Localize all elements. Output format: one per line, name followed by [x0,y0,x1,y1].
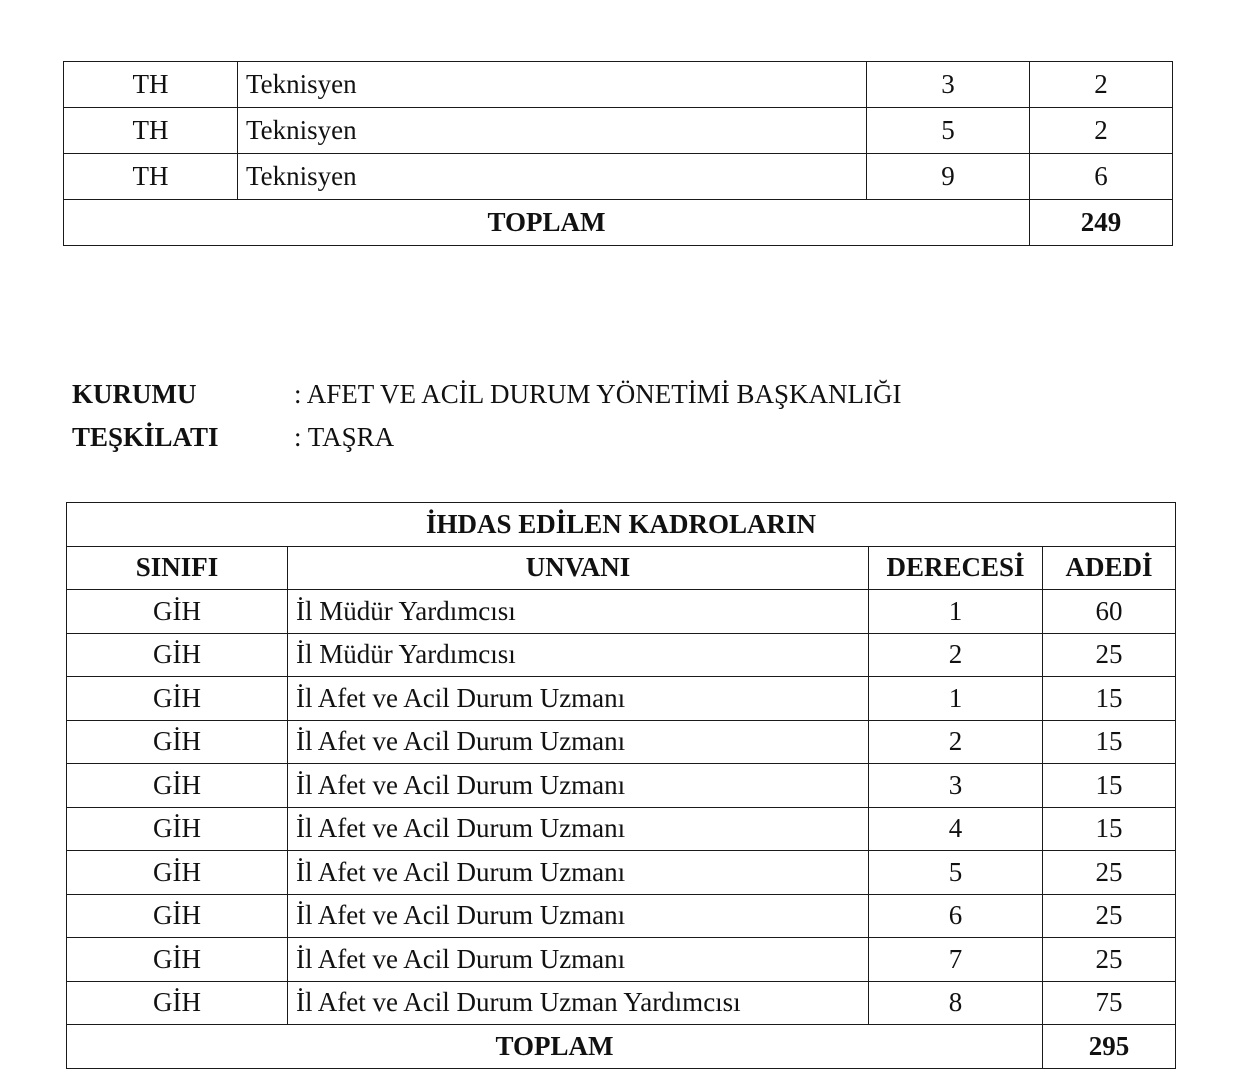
derecesi-cell: 1 [869,677,1043,721]
sinifi-cell: TH [64,108,238,154]
table-row [67,677,1176,721]
derecesi-cell: 3 [867,62,1030,108]
adedi-cell: 15 [1043,720,1176,764]
sinifi-cell: GİH [67,981,288,1025]
table-row [64,108,1173,154]
sinifi-cell: GİH [67,633,288,677]
unvani-cell: İl Müdür Yardımcısı [288,633,869,677]
created-positions-table [66,502,1176,1069]
total-row [64,200,1173,246]
derecesi-cell: 3 [869,764,1043,808]
table-row [67,633,1176,677]
total-row [67,1025,1176,1069]
unvani-cell: İl Afet ve Acil Durum Uzman Yardımcısı [288,981,869,1025]
organization-value: : TAŞRA [294,422,395,452]
adedi-cell: 60 [1043,590,1176,634]
total-value: 295 [1043,1025,1176,1069]
adedi-cell: 25 [1043,894,1176,938]
adedi-cell: 25 [1043,633,1176,677]
institution-label: KURUMU [72,379,197,409]
adedi-cell: 25 [1043,938,1176,982]
derecesi-cell: 2 [869,633,1043,677]
table-title-row [67,503,1176,547]
adedi-cell: 2 [1030,108,1173,154]
derecesi-cell: 4 [869,807,1043,851]
column-header-adedi: ADEDİ [1043,546,1176,590]
sinifi-cell: GİH [67,938,288,982]
sinifi-cell: GİH [67,851,288,895]
table-row [67,851,1176,895]
adedi-cell: 2 [1030,62,1173,108]
adedi-cell: 15 [1043,677,1176,721]
adedi-cell: 15 [1043,807,1176,851]
sinifi-cell: GİH [67,894,288,938]
unvani-cell: İl Afet ve Acil Durum Uzmanı [288,764,869,808]
adedi-cell: 25 [1043,851,1176,895]
derecesi-cell: 6 [869,894,1043,938]
organization-line [72,424,394,451]
unvani-cell: İl Müdür Yardımcısı [288,590,869,634]
unvani-cell: İl Afet ve Acil Durum Uzmanı [288,938,869,982]
adedi-cell: 6 [1030,154,1173,200]
sinifi-cell: GİH [67,807,288,851]
unvani-cell: İl Afet ve Acil Durum Uzmanı [288,720,869,764]
organization-label: TEŞKİLATI [72,422,219,452]
unvani-cell: İl Afet ve Acil Durum Uzmanı [288,894,869,938]
table-row [67,764,1176,808]
derecesi-cell: 1 [869,590,1043,634]
derecesi-cell: 8 [869,981,1043,1025]
unvani-cell: İl Afet ve Acil Durum Uzmanı [288,807,869,851]
adedi-cell: 15 [1043,764,1176,808]
sinifi-cell: GİH [67,590,288,634]
previous-staff-table [63,61,1173,246]
column-header-sinifi: SINIFI [67,546,288,590]
derecesi-cell: 9 [867,154,1030,200]
column-header-unvani: UNVANI [288,546,869,590]
derecesi-cell: 7 [869,938,1043,982]
unvani-cell: Teknisyen [238,154,867,200]
table-row [67,894,1176,938]
adedi-cell: 75 [1043,981,1176,1025]
column-header-derecesi: DERECESİ [869,546,1043,590]
table-title: İHDAS EDİLEN KADROLARIN [67,503,1176,547]
table-row [67,590,1176,634]
total-label: TOPLAM [64,200,1030,246]
sinifi-cell: GİH [67,720,288,764]
unvani-cell: Teknisyen [238,108,867,154]
table-row [67,807,1176,851]
derecesi-cell: 2 [869,720,1043,764]
derecesi-cell: 5 [867,108,1030,154]
unvani-cell: Teknisyen [238,62,867,108]
sinifi-cell: TH [64,154,238,200]
sinifi-cell: GİH [67,677,288,721]
sinifi-cell: TH [64,62,238,108]
derecesi-cell: 5 [869,851,1043,895]
table-row [67,981,1176,1025]
unvani-cell: İl Afet ve Acil Durum Uzmanı [288,677,869,721]
table-row [64,62,1173,108]
total-label: TOPLAM [67,1025,1043,1069]
total-value: 249 [1030,200,1173,246]
table-row [67,720,1176,764]
unvani-cell: İl Afet ve Acil Durum Uzmanı [288,851,869,895]
institution-line [72,381,902,408]
column-header-row [67,546,1176,590]
table-row [64,154,1173,200]
sinifi-cell: GİH [67,764,288,808]
institution-value: : AFET VE ACİL DURUM YÖNETİMİ BAŞKANLIĞI [294,379,902,409]
table-row [67,938,1176,982]
